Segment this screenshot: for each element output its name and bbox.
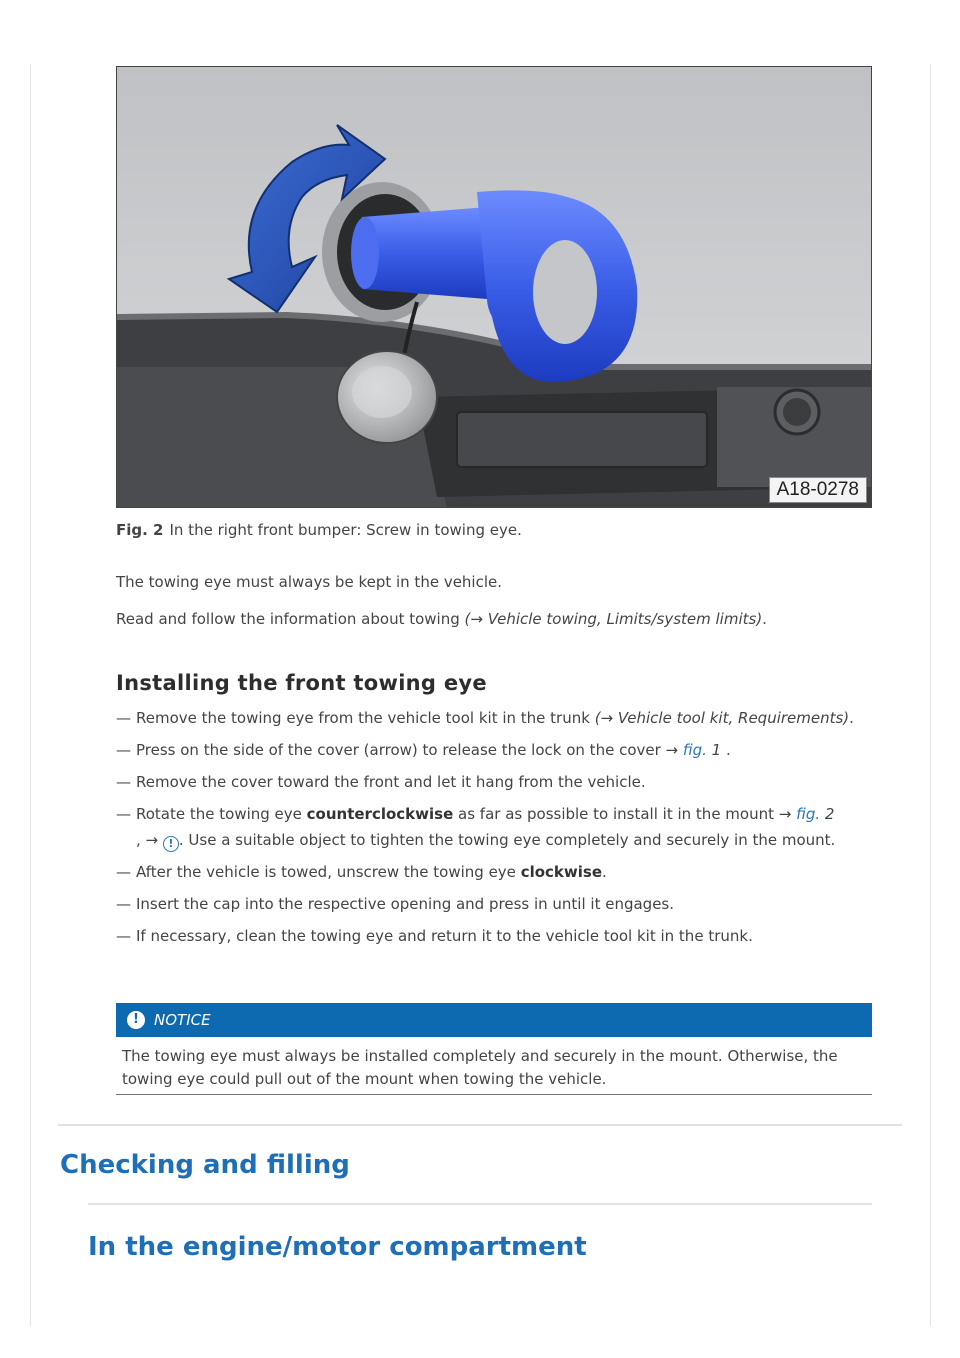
list-item [116,737,876,763]
xref-vehicle-towing[interactable]: (→ Vehicle towing, Limits/system limits) [464,610,763,628]
step-dash: — [116,927,131,945]
notice-text: The towing eye must always be installed completely and securely in the mount. Otherwise, the towing eye could pull out of the mount when towing the vehicle. [122,1047,838,1088]
list-item [116,769,876,795]
step-text: Press on the side of the cover (arrow) to release the lock on the cover [136,741,666,759]
arrow-icon: → [665,741,679,759]
list-item [116,705,876,731]
page-border-left [30,64,31,1326]
notice-header [116,1003,872,1037]
step-bold: clockwise [520,863,602,881]
chapter-heading: Checking and filling [60,1150,350,1180]
list-item [116,891,876,917]
step-text: Insert the cap into the respective opening and press in until it engages. [136,895,675,913]
fig-number: 2 [824,805,835,823]
step-sep: , → [136,831,159,849]
fig-number: 1 [711,741,722,759]
figure-code: A18-0278 [769,477,867,503]
xref-vehicle-tool-kit[interactable]: (→ Vehicle tool kit, Requirements) [594,709,850,727]
notice-divider [116,1094,872,1095]
exclamation-icon: ! [127,1011,145,1029]
step-dash: — [116,895,131,913]
step-dash: — [116,805,131,823]
figure-towing-eye [116,66,872,508]
towing-eye-illustration [117,67,872,508]
step-text: After the vehicle is towed, unscrew the towing eye [136,863,521,881]
step-dash: — [116,709,131,727]
subsection-heading: In the engine/motor compartment [88,1232,587,1262]
paragraph-keep-in-vehicle: The towing eye must always be kept in the vehicle. [116,573,503,591]
figure-caption [116,521,522,539]
xref-fig-1[interactable]: fig. [682,741,707,759]
arrow-icon: → [778,805,792,823]
step-dash: — [116,863,131,881]
step-text: If necessary, clean the towing eye and return it to the vehicle tool kit in the trunk. [136,927,753,945]
p2-text: Read and follow the information about towing [116,610,465,628]
list-item [116,923,876,949]
paragraph-read-towing-info [116,610,767,628]
step-end: . [721,741,731,759]
xref-fig-2[interactable]: fig. [796,805,821,823]
caption-text: In the right front bumper: Screw in towing eye. [169,521,522,539]
p2-end: . [762,610,767,628]
step-end: . Use a suitable object to tighten the towing eye completely and securely in the mount. [178,831,836,849]
list-item [116,859,876,885]
step-text: Rotate the towing eye [136,805,307,823]
step-text-mid: as far as possible to install it in the mount [453,805,779,823]
step-text: Remove the cover toward the front and let it hang from the vehicle. [136,773,646,791]
warning-icon[interactable]: ! [163,836,179,852]
step-dash: — [116,773,131,791]
list-item [116,801,876,853]
notice-label: NOTICE [154,1011,211,1029]
page-border-right [930,64,931,1326]
step-list [116,705,876,955]
subsection-divider [88,1203,872,1205]
step-dash: — [116,741,131,759]
step-end: . [602,863,607,881]
section-heading: Installing the front towing eye [116,671,487,695]
step-text: Remove the towing eye from the vehicle tool kit in the trunk [136,709,595,727]
step-bold: counterclockwise [306,805,454,823]
caption-label: Fig. 2 [116,521,164,539]
section-divider [58,1124,902,1126]
step-end: . [849,709,854,727]
